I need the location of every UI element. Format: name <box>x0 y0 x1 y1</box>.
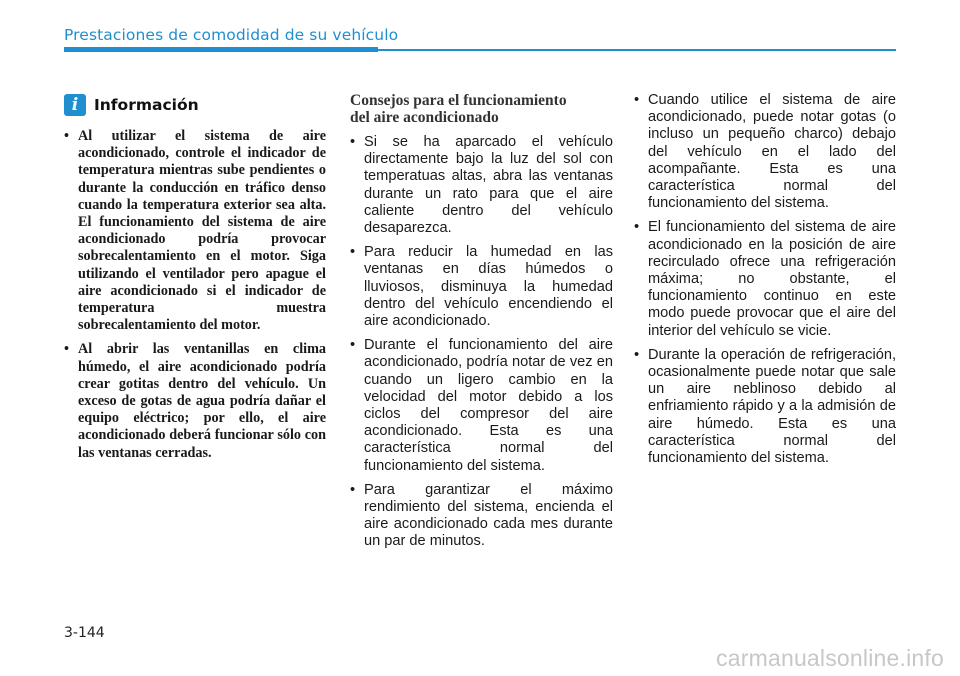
tips-bullet: • Durante el funcionamiento del aire acondicionado, podría notar de vez en cuando un ligero cambio en la velocidad del motor debido a los ciclos del compresor del aire acondicionado. Esta es una característica normal del funcionamiento del sistema. <box>350 337 613 475</box>
more-tips-column <box>634 92 896 474</box>
tips-bullet-list <box>350 134 613 551</box>
tips-column <box>350 92 613 558</box>
page-number: 3-144 <box>64 625 105 641</box>
tips-bullet: • Para garantizar el máximo rendimiento del sistema, encienda el aire acondicionado cada mes durante un par de minutos. <box>350 482 613 551</box>
more-tips-bullet: • Durante la operación de refrigeración, ocasionalmente puede notar que sale un aire neblinoso debido al enfriamiento rápido y a la admisión de aire húmedo. Esta es una característica normal del funcionamiento del sistema. <box>634 347 896 467</box>
info-title: Información <box>94 96 199 114</box>
info-column <box>64 92 326 469</box>
info-bullet-list <box>64 128 326 462</box>
tips-title-line1: Consejos para el funcionamiento <box>350 92 567 109</box>
tips-bullet: • Para reducir la humedad en las ventanas en días húmedos o lluviosos, disminuya la humedad dentro del vehículo encendiendo el aire acondicionado. <box>350 244 613 330</box>
watermark-link[interactable]: carmanualsonline.info <box>716 645 944 671</box>
tips-title-line2: del aire acondicionado <box>350 109 499 126</box>
header-rule-thick <box>64 47 378 52</box>
info-bullet: • Al abrir las ventanillas en clima húmedo, el aire acondicionado podría crear gotitas dentro del vehículo. Un exceso de gotas de agua podría dañar el equipo eléctrico; por ello, el aire acondicionado deberá funcionar sólo con las ventanas cerradas. <box>64 341 326 461</box>
info-heading <box>64 94 326 116</box>
more-tips-bullet: • El funcionamiento del sistema de aire acondicionado en la posición de aire recirculado ofrece una refrigeración máxima; no obstante, el funcionamiento continuo en este modo puede provocar que el aire del interior del vehículo se vicie. <box>634 219 896 339</box>
tips-bullet: • Si se ha aparcado el vehículo directamente bajo la luz del sol con temperatuas altas, abra las ventanas durante un rato para que el aire caliente dentro del vehículo desaparezca. <box>350 134 613 237</box>
tips-title <box>350 92 613 126</box>
info-icon: i <box>64 94 86 116</box>
more-tips-bullet: • Cuando utilice el sistema de aire acondicionado, puede notar gotas (o incluso un pequeño charco) debajo del vehículo en el lado del acompañante. Esta es una característica normal del funcionamiento del sistema. <box>634 92 896 212</box>
info-bullet: • Al utilizar el sistema de aire acondicionado, controle el indicador de temperatura mientras sube pendientes o durante la conducción en tráfico denso cuando la temperatura exterior sea alta. El funcionamiento del sistema de aire acondicionado podría provocar sobrecalentamiento en el motor. Siga utilizando el ventilador pero apague el aire acondicionado si el indicador de temperatura muestra sobrecalentamiento del motor. <box>64 128 326 334</box>
section-header-title: Prestaciones de comodidad de su vehículo <box>64 26 399 44</box>
header-rule-thin <box>378 49 896 51</box>
more-tips-bullet-list <box>634 92 896 467</box>
